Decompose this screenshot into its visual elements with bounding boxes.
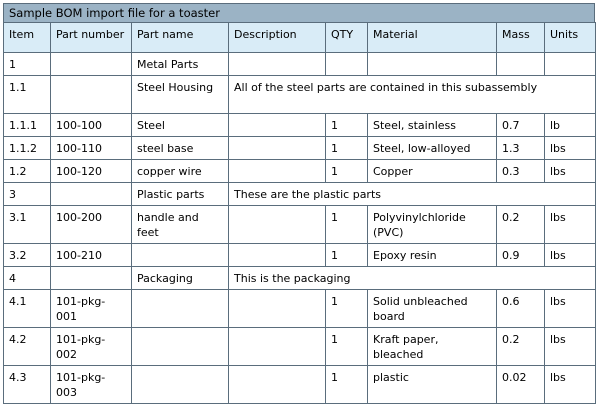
cell-qty[interactable]: 1 [326, 206, 368, 244]
cell-description[interactable] [229, 206, 326, 244]
cell-description[interactable] [229, 328, 326, 366]
cell-part-number[interactable] [51, 183, 132, 206]
cell-item[interactable]: 3.2 [4, 244, 51, 267]
cell-mass[interactable] [497, 53, 545, 76]
col-header-mass[interactable]: Mass [497, 23, 545, 53]
cell-qty[interactable]: 1 [326, 328, 368, 366]
cell-mass[interactable]: 0.02 [497, 366, 545, 404]
cell-part-number[interactable] [51, 76, 132, 114]
table-row[interactable] [4, 76, 596, 114]
cell-units[interactable]: lbs [545, 328, 596, 366]
cell-material[interactable]: Steel, low-alloyed [368, 137, 497, 160]
cell-qty[interactable]: 1 [326, 290, 368, 328]
cell-part-number[interactable]: 100-120 [51, 160, 132, 183]
cell-qty[interactable]: 1 [326, 160, 368, 183]
col-header-description[interactable]: Description [229, 23, 326, 53]
cell-description[interactable] [229, 244, 326, 267]
cell-part-name[interactable]: Metal Parts [132, 53, 229, 76]
col-header-units[interactable]: Units [545, 23, 596, 53]
col-header-qty[interactable]: QTY [326, 23, 368, 53]
cell-mass[interactable]: 0.2 [497, 328, 545, 366]
cell-item[interactable]: 1.1.2 [4, 137, 51, 160]
cell-item[interactable]: 4.2 [4, 328, 51, 366]
cell-part-name[interactable]: Steel Housing [132, 76, 229, 114]
sheet-title: Sample BOM import file for a toaster [3, 3, 595, 22]
cell-material[interactable]: plastic [368, 366, 497, 404]
cell-material[interactable]: Solid unbleached board [368, 290, 497, 328]
cell-item[interactable]: 4.3 [4, 366, 51, 404]
cell-units[interactable] [545, 53, 596, 76]
cell-mass[interactable]: 0.7 [497, 114, 545, 137]
cell-part-number[interactable]: 100-110 [51, 137, 132, 160]
col-header-material[interactable]: Material [368, 23, 497, 53]
cell-item[interactable]: 4.1 [4, 290, 51, 328]
cell-mass[interactable]: 1.3 [497, 137, 545, 160]
col-header-part-name[interactable]: Part name [132, 23, 229, 53]
table-row[interactable] [4, 206, 596, 244]
cell-mass[interactable]: 0.3 [497, 160, 545, 183]
cell-item[interactable]: 3.1 [4, 206, 51, 244]
table-row[interactable] [4, 328, 596, 366]
cell-item[interactable]: 3 [4, 183, 51, 206]
cell-part-name[interactable] [132, 244, 229, 267]
cell-description[interactable]: All of the steel parts are contained in this subassembly [229, 76, 596, 114]
table-row[interactable] [4, 366, 596, 404]
table-row[interactable] [4, 183, 596, 206]
cell-material[interactable]: Epoxy resin [368, 244, 497, 267]
cell-item[interactable]: 1.1.1 [4, 114, 51, 137]
cell-item[interactable]: 1 [4, 53, 51, 76]
cell-part-name[interactable]: copper wire [132, 160, 229, 183]
bom-table [3, 22, 596, 404]
cell-part-name[interactable]: Packaging [132, 267, 229, 290]
cell-description[interactable] [229, 366, 326, 404]
cell-qty[interactable]: 1 [326, 137, 368, 160]
cell-part-name[interactable] [132, 290, 229, 328]
header-row [4, 23, 596, 53]
cell-part-name[interactable]: handle and feet [132, 206, 229, 244]
cell-units[interactable]: lbs [545, 137, 596, 160]
cell-part-name[interactable]: Steel [132, 114, 229, 137]
cell-qty[interactable]: 1 [326, 366, 368, 404]
cell-part-name[interactable] [132, 366, 229, 404]
cell-part-number[interactable]: 101-pkg-002 [51, 328, 132, 366]
cell-part-number[interactable]: 100-210 [51, 244, 132, 267]
table-row[interactable] [4, 244, 596, 267]
cell-part-number[interactable] [51, 53, 132, 76]
col-header-item[interactable]: Item [4, 23, 51, 53]
cell-material[interactable] [368, 53, 497, 76]
cell-description[interactable]: These are the plastic parts [229, 183, 596, 206]
cell-units[interactable]: lbs [545, 290, 596, 328]
cell-part-name[interactable] [132, 328, 229, 366]
cell-material[interactable]: Copper [368, 160, 497, 183]
cell-material[interactable]: Polyvinylchloride (PVC) [368, 206, 497, 244]
cell-description[interactable] [229, 160, 326, 183]
cell-mass[interactable]: 0.2 [497, 206, 545, 244]
cell-item[interactable]: 1.2 [4, 160, 51, 183]
bom-sheet [3, 3, 595, 404]
table-row[interactable] [4, 290, 596, 328]
cell-item[interactable]: 1.1 [4, 76, 51, 114]
cell-part-name[interactable]: Plastic parts [132, 183, 229, 206]
cell-description[interactable] [229, 114, 326, 137]
cell-mass[interactable]: 0.9 [497, 244, 545, 267]
table-row[interactable] [4, 160, 596, 183]
cell-part-number[interactable]: 101-pkg-003 [51, 366, 132, 404]
cell-part-number[interactable]: 101-pkg-001 [51, 290, 132, 328]
table-row[interactable] [4, 53, 596, 76]
cell-part-number[interactable]: 100-200 [51, 206, 132, 244]
cell-description[interactable] [229, 137, 326, 160]
cell-material[interactable]: Steel, stainless [368, 114, 497, 137]
table-row[interactable] [4, 267, 596, 290]
cell-part-number[interactable]: 100-100 [51, 114, 132, 137]
cell-description[interactable] [229, 290, 326, 328]
cell-units[interactable]: lbs [545, 160, 596, 183]
cell-item[interactable]: 4 [4, 267, 51, 290]
bom-body [4, 53, 596, 404]
cell-units[interactable]: lbs [545, 244, 596, 267]
cell-units[interactable]: lbs [545, 366, 596, 404]
cell-qty[interactable]: 1 [326, 114, 368, 137]
cell-units[interactable]: lbs [545, 206, 596, 244]
cell-qty[interactable] [326, 53, 368, 76]
cell-units[interactable]: lb [545, 114, 596, 137]
cell-description[interactable] [229, 53, 326, 76]
table-row[interactable] [4, 137, 596, 160]
cell-part-name[interactable]: steel base [132, 137, 229, 160]
cell-mass[interactable]: 0.6 [497, 290, 545, 328]
cell-part-number[interactable] [51, 267, 132, 290]
cell-qty[interactable]: 1 [326, 244, 368, 267]
cell-description[interactable]: This is the packaging [229, 267, 596, 290]
col-header-part-number[interactable]: Part number [51, 23, 132, 53]
cell-material[interactable]: Kraft paper, bleached [368, 328, 497, 366]
table-row[interactable] [4, 114, 596, 137]
